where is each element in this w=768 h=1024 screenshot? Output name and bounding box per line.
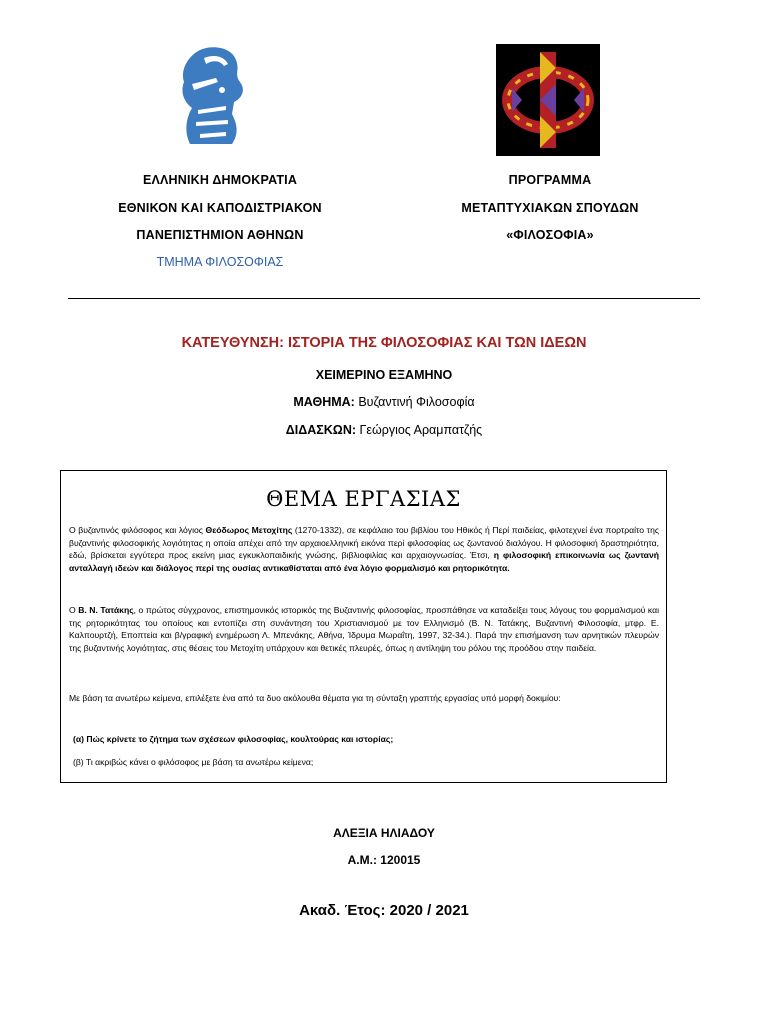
athena-head-icon [170, 44, 260, 148]
teacher-label: ΔΙΔΑΣΚΩΝ: [285, 423, 357, 437]
p1-text-a: Ο βυζαντινός φιλόσοφος και λόγιος [69, 525, 206, 535]
assignment-box [60, 470, 667, 783]
paragraph-2 [69, 604, 659, 654]
subject-value: Βυζαντινή Φιλοσοφία [354, 395, 475, 409]
student-name: ΑΛΕΞΙΑ ΗΛΙΑΔΟΥ [333, 826, 435, 840]
teacher-value: Γεώργιος Αραμπατζής [356, 423, 483, 437]
program-line3: «ΦΙΛΟΣΟΦΙΑ» [506, 228, 594, 242]
university-line3: ΠΑΝΕΠΙΣΤΗΜΙΟΝ ΑΘΗΝΩΝ [136, 228, 304, 242]
question-b: (β) Τι ακριβώς κάνει ο φιλόσοφος με βάση τα ανωτέρω κείμενα; [73, 757, 314, 767]
program-line1: ΠΡΟΓΡΑΜΜΑ [508, 173, 592, 187]
phi-mosaic-icon [496, 44, 600, 156]
paragraph-3: Με βάση τα ανωτέρω κείμενα, επιλέξετε ένα από τα δυο ακόλουθα θέματα για τη σύνταξη γραπτής εργασίας υπό μορφή δοκιμίου: [69, 693, 561, 703]
p1-text-b: Θεόδωρος Μετοχίτης [205, 525, 293, 535]
p2-text-c: , ο πρώτος σύγχρονος, επιστημονικός ιστορικός της Βυζαντινής φιλοσοφίας, προσπάθησε να καταδείξει τους λόγους του φορμαλισμού και της ρητορικότητας του οποίους και εντοπίζει στη συνάντηση του Χριστιανισμού με τον Ελληνισμό (Β. Ν. Τατάκης, Βυζαντινή Φιλοσοφία, μτφρ. Ε. Καλπουρτζή, Εποπτεία και β/γραφική ενημέρωση Λ. Μπενάκης, Αθήνα, Ίδρυμα Μωραΐτη, 1997, 32-34.). Παρά την επισήμανση των αρνητικών πλευρών της βυζαντινής λογιότητας, στις θέσεις του Μετοχίτη υπάρχουν και θετικές πλευρές, όπως η αντίληψη του ρόλου της προόδου στην παιδεία. [69, 605, 659, 653]
track-title: ΚΑΤΕΥΘΥΝΣΗ: ΙΣΤΟΡΙΑ ΤΗΣ ΦΙΛΟΣΟΦΙΑΣ ΚΑΙ ΤΩΝ ΙΔΕΩΝ [181, 335, 587, 351]
question-a: (α) Πώς κρίνετε το ζήτημα των σχέσεων φιλοσοφίας, κουλτούρας και ιστορίας; [73, 734, 394, 744]
student-id: Α.Μ.: 120015 [347, 853, 421, 867]
course-teacher [0, 423, 768, 437]
course-subject [0, 395, 768, 409]
p1-text-c: (1270-1332), σε κεφάλαιο του βιβλίου του Ηθικός ή Περί παιδείας, φιλοτεχνεί ένα πορτραίτο της βυζαντινής φιλοσοφικής λογιότητας η οποία απέχει από την αρχαιοελληνική εικόνα περί φιλοσοφίας ως ζωντανού διαλόγου. Η φιλοσοφική δραστηριότητα, εδώ, βρίσκεται εγγύτερα προς εκείνη μιας εγκυκλοπαιδικής γνώσης, βιβλιοφιλίας και αρχαιογνωσίας. Έτσι, [69, 525, 659, 561]
semester: ΧΕΙΜΕΡΙΝΟ ΕΞΑΜΗΝΟ [315, 368, 453, 382]
program-line2: ΜΕΤΑΠΤΥΧΙΑΚΩΝ ΣΠΟΥΔΩΝ [461, 201, 639, 215]
university-line2: ΕΘΝΙΚΟΝ ΚΑΙ ΚΑΠΟΔΙΣΤΡΙΑΚΟΝ [118, 201, 322, 215]
p1-text-d: η φιλοσοφική επικοινωνία ως ζωντανή ανταλλαγή ιδεών και διάλογος περί της ουσίας αντικαθίσταται από ένα λόγιο φορμαλισμό και ρητορικότητα. [69, 550, 659, 573]
assignment-title: ΘΕΜΑ ΕΡΓΑΣΙΑΣ [266, 487, 461, 511]
paragraph-1 [69, 524, 659, 574]
department-name: ΤΜΗΜΑ ΦΙΛΟΣΟΦΙΑΣ [156, 255, 284, 269]
academic-year: Ακαδ. Έτος: 2020 / 2021 [299, 902, 469, 919]
p2-text-b: Β. Ν. Τατάκης [78, 605, 134, 615]
header-divider [68, 298, 700, 299]
p2-text-a: Ο [69, 605, 79, 615]
university-line1: ΕΛΛΗΝΙΚΗ ΔΗΜΟΚΡΑΤΙΑ [142, 173, 298, 187]
subject-label: ΜΑΘΗΜΑ: [293, 395, 355, 409]
